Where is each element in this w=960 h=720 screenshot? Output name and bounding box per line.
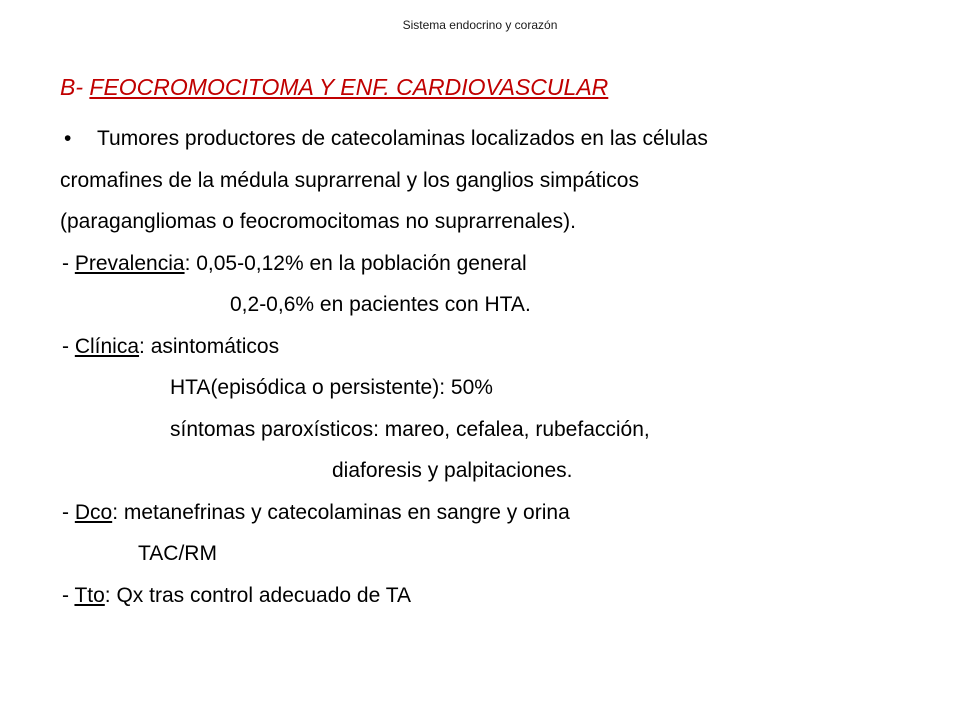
clinica-line-2: [60, 367, 920, 409]
dco-dash: -: [62, 500, 75, 524]
clinica-label: Clínica: [74, 334, 140, 358]
clinica-text-4: diaforesis y palpitaciones.: [332, 459, 573, 482]
clinica-line-3: [60, 409, 920, 451]
dco-line-1: [60, 492, 920, 534]
dco-text-2: TAC/RM: [138, 542, 217, 565]
clinica-line-4: [60, 450, 920, 492]
dco-line-2: [60, 533, 920, 575]
dco-label: Dco: [74, 500, 113, 524]
prevalencia-label: Prevalencia: [74, 251, 185, 275]
tto-dash: -: [62, 583, 75, 607]
prevalencia-dash: -: [62, 251, 75, 275]
title-underlined: FEOCROMOCITOMA Y ENF. CARDIOVASCULAR: [89, 74, 609, 100]
prevalencia-line-1: [60, 243, 920, 285]
bullet-text-1: Tumores productores de catecolaminas localizados en las células: [97, 127, 708, 150]
dco-text-1: : metanefrinas y catecolaminas en sangre y orina: [112, 500, 570, 524]
prevalencia-text-2: 0,2-0,6% en pacientes con HTA.: [230, 293, 531, 316]
tto-line-1: [60, 575, 920, 617]
prevalencia-text-1: : 0,05-0,12% en la población general: [184, 251, 527, 275]
slide-body: [60, 118, 920, 616]
tto-text-1: : Qx tras control adecuado de TA: [104, 583, 412, 607]
tto-label: Tto: [74, 583, 105, 607]
bullet-line-1: [60, 118, 920, 160]
bullet-text-2: cromafines de la médula suprarrenal y los ganglios simpáticos: [60, 168, 639, 192]
prevalencia-line-2: [60, 284, 920, 326]
slide-header: Sistema endocrino y corazón: [402, 18, 558, 32]
clinica-line-1: [60, 326, 920, 368]
bullet-symbol: •: [64, 127, 72, 150]
clinica-dash: -: [62, 334, 75, 358]
clinica-text-2: HTA(episódica o persistente): 50%: [170, 376, 493, 399]
clinica-text-3: síntomas paroxísticos: mareo, cefalea, rubefacción,: [170, 417, 650, 441]
bullet-line-3: [60, 201, 920, 243]
slide-title: [60, 74, 608, 101]
bullet-line-2: [60, 160, 920, 202]
bullet-text-3: (paragangliomas o feocromocitomas no suprarrenales).: [60, 210, 576, 233]
clinica-text-1: : asintomáticos: [139, 334, 280, 358]
title-prefix: B-: [60, 74, 90, 100]
